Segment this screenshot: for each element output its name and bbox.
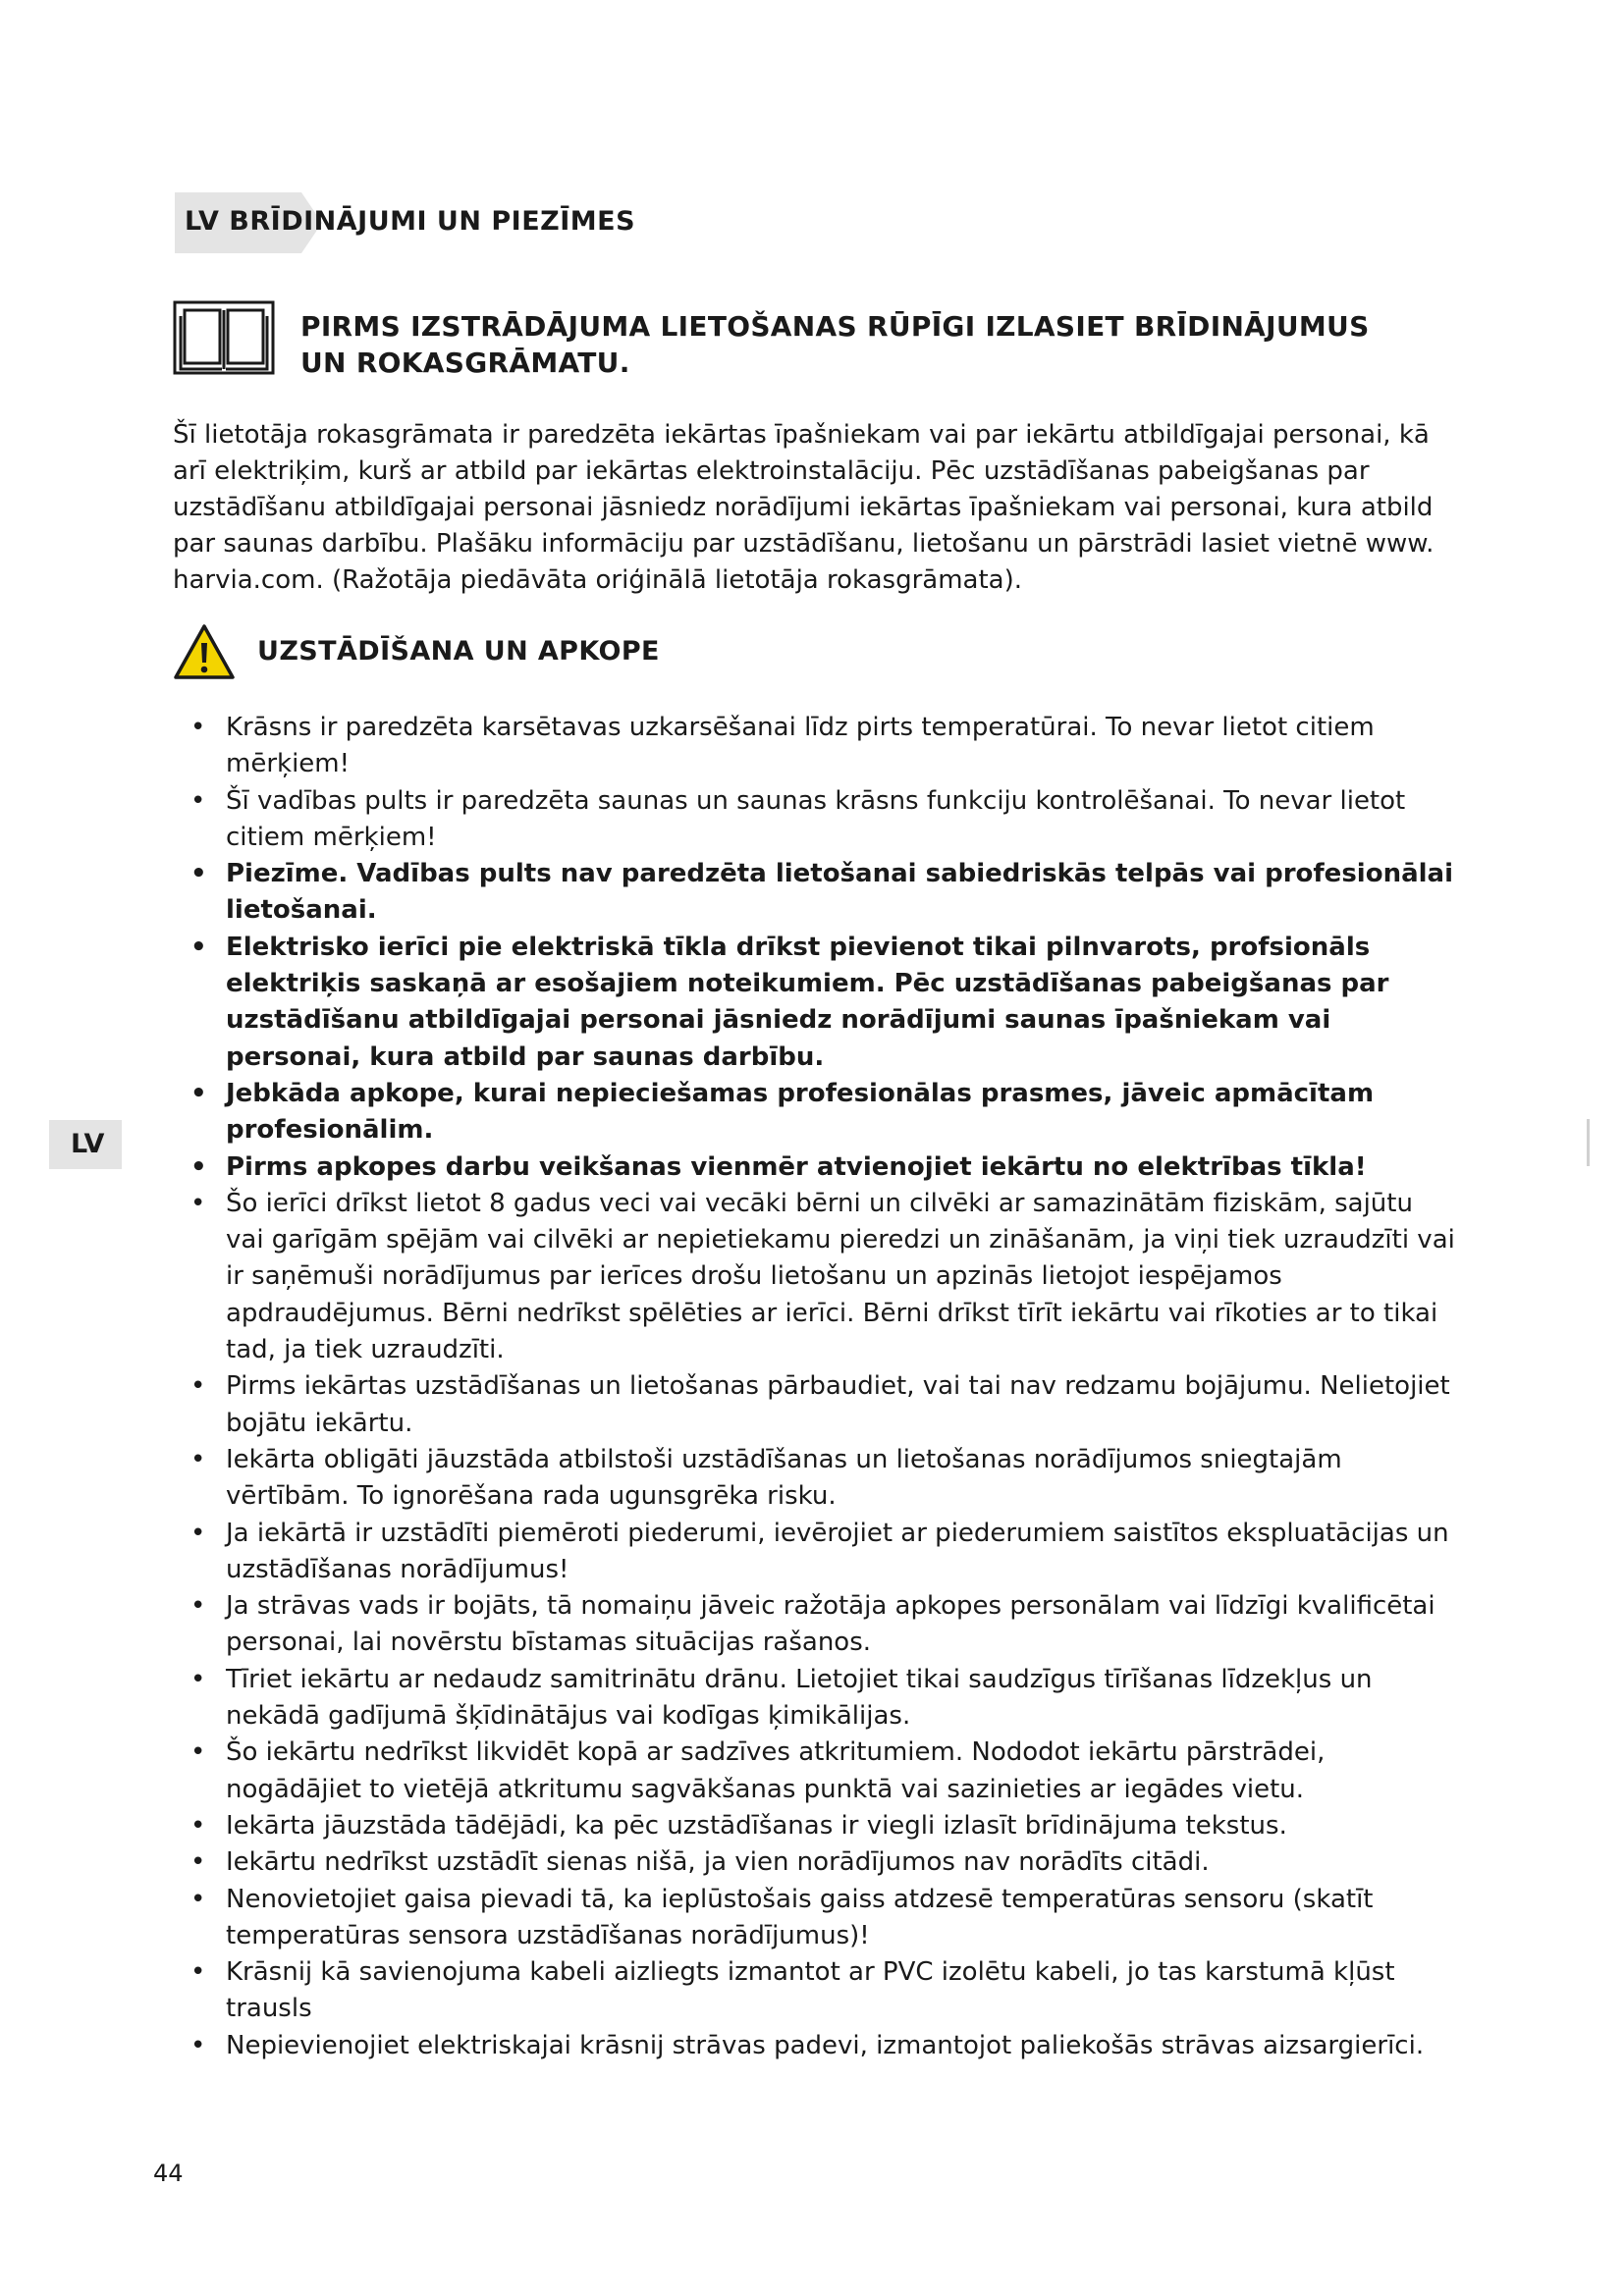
bullet-dot-icon: • [190, 1884, 206, 1914]
bullet-text: Iekārtu nedrīkst uzstādīt sienas nišā, ja vien norādījumos nav norādīts citādi. [226, 1847, 1210, 1878]
bullet-text: Ja strāvas vads ir bojāts, tā nomaiņu jāveic ražotāja apkopes personālam vai līdzīgi kvalificētai personai, lai novērstu bīstamas situācijas rašanos. [226, 1591, 1435, 1658]
bullet-dot-icon: • [190, 1810, 206, 1841]
bullet-text: Krāsns ir paredzēta karsētavas uzkarsēšanai līdz pirts temperatūrai. To nevar lietot citiem mērķiem! [226, 713, 1375, 779]
bullet-text: Nepievienojiet elektriskajai krāsnij strāvas padevi, izmantojot paliekošās strāvas aizsargierīci. [226, 2030, 1425, 2060]
bullet-item [169, 710, 1455, 783]
bullet-item [169, 783, 1455, 857]
book-icon [173, 300, 275, 375]
bullet-dot-icon: • [190, 1151, 207, 1182]
bullet-item [169, 1808, 1455, 1844]
bullet-item [169, 1149, 1455, 1186]
bullet-dot-icon: • [190, 1371, 206, 1402]
bullet-item [169, 856, 1455, 930]
bullet-dot-icon: • [190, 713, 206, 742]
bullet-text: Iekārta jāuzstāda tādējādi, ka pēc uzstādīšanas ir viegli izlasīt brīdinājuma tekstus. [226, 1810, 1287, 1841]
bullet-dot-icon: • [190, 1847, 206, 1878]
bullet-item [169, 1076, 1455, 1149]
bullet-dot-icon: • [190, 1591, 206, 1622]
bullet-text: Iekārta obligāti jāuzstāda atbilstoši uzstādīšanas un lietošanas norādījumos sniegtajām vērtībām. To ignorēšana rada ugunsgrēka risku. [226, 1444, 1342, 1512]
read-warning-text: PIRMS IZSTRĀDĀJUMA LIETOŠANAS RŪPĪGI IZLASIET BRĪDINĀJUMUS UN ROKASGRĀMATU. [300, 310, 1370, 379]
bullet-text: Elektrisko ierīci pie elektriskā tīkla drīkst pievienot tikai pilnvarots, profsionāls elektriķis saskaņā ar esošajiem noteikumiem. Pēc uzstādīšanas pabeigšanas par uzstādīšanu atbildīgajai personai jāsniedz norādījumi saunas īpašniekam vai personai, kura atbild par saunas darbību. [226, 932, 1389, 1072]
bullet-item [169, 1844, 1455, 1881]
bullet-text: Šī vadības pults ir paredzēta saunas un saunas krāsns funkciju kontrolēšanai. To nevar lietot citiem mērķiem! [226, 785, 1406, 852]
bullet-text: Pirms apkopes darbu veikšanas vienmēr atvienojiet iekārtu no elektrības tīkla! [226, 1151, 1367, 1182]
bullet-item [169, 2028, 1455, 2064]
bullet-dot-icon: • [190, 932, 207, 962]
page-edge-mark [1587, 1119, 1590, 1166]
bullet-dot-icon: • [190, 1737, 206, 1768]
bullet-item [169, 1186, 1455, 1368]
installation-heading: UZSTĀDĪŠANA UN APKOPE [257, 636, 660, 667]
bullet-item [169, 1368, 1455, 1442]
bullet-item [169, 1516, 1455, 1589]
bullet-item [169, 1662, 1455, 1735]
bullet-item [169, 1588, 1455, 1662]
bullet-item [169, 1442, 1455, 1516]
bullet-dot-icon: • [190, 859, 207, 889]
bullet-text: Tīriet iekārtu ar nedaudz samitrinātu drānu. Lietojiet tikai saudzīgus tīrīšanas līdzekļus un nekādā gadījumā šķīdinātājus vai kodīgas ķimikālijas. [226, 1664, 1373, 1732]
bullet-text: Nenovietojiet gaisa pievadi tā, ka ieplūstošais gaiss atdzesē temperatūras sensoru (skatīt temperatūras sensora uzstādīšanas norādījumus)! [226, 1884, 1374, 1950]
bullet-dot-icon: • [190, 1444, 206, 1474]
installation-bullet-list [169, 710, 1455, 2064]
bullet-text: Jebkāda apkope, kurai nepieciešamas profesionālas prasmes, jāveic apmācītam profesionālim. [226, 1078, 1375, 1146]
bullet-item [169, 930, 1455, 1076]
bullet-text: Piezīme. Vadības pults nav paredzēta lietošanai sabiedriskās telpās vai profesionālai lietošanai. [226, 859, 1453, 926]
bullet-dot-icon: • [190, 2030, 206, 2060]
bullet-text: Ja iekārtā ir uzstādīti piemēroti piederumi, ievērojiet ar piederumiem saistītos ekspluatācijas un uzstādīšanas norādījumus! [226, 1518, 1449, 1584]
bullet-text: Šo ierīci drīkst lietot 8 gadus veci vai vecāki bērni un cilvēki ar samazinātām fiziskām, sajūtu vai garīgām spējām vai cilvēki ar nepietiekamu pieredzi un zināšanām, ja viņi tiek uzraudzīti vai ir saņēmuši norādījumus par ierīces drošu lietošanu un apzinās lietojot iespējamos apdraudējumus. Bērni nedrīkst spēlēties ar ierīci. Bērni drīkst tīrīt iekārtu vai rīkoties ar to tikai tad, ja tiek uzraudzīti. [226, 1188, 1455, 1365]
bullet-text: Pirms iekārtas uzstādīšanas un lietošanas pārbaudiet, vai tai nav redzamu bojājumu. Nelietojiet bojātu iekārtu. [226, 1371, 1450, 1438]
bullet-dot-icon: • [190, 1957, 206, 1988]
section-title: LV BRĪDINĀJUMI UN PIEZĪMES [185, 206, 636, 237]
bullet-dot-icon: • [190, 785, 206, 816]
bullet-dot-icon: • [190, 1664, 206, 1694]
bullet-item [169, 1735, 1455, 1808]
intro-paragraph: Šī lietotāja rokasgrāmata ir paredzēta iekārtas īpašniekam vai par iekārtu atbildīgajai personai, kā arī elektriķim, kurš ar atbild par iekārtas elektroinstalāciju. Pēc uzstādīšanas pabeigšanas par uzstādīšanu atbildīgajai personai jāsniedz norādījumi iekārtas īpašniekam vai personai, kura atbild par saunas darbību. Plašāku informāciju par uzstādīšanu, lietošanu un pārstrādi lasiet vietnē www. harvia.com. (Ražotāja piedāvāta oriģinālā lietotāja rokasgrāmata). [173, 420, 1435, 595]
bullet-item [169, 1954, 1455, 2028]
page-number: 44 [153, 2160, 184, 2187]
bullet-text: Šo iekārtu nedrīkst likvidēt kopā ar sadzīves atkritumiem. Nododot iekārtu pārstrādei, nogādājiet to vietējā atkritumu sagvākšanas punktā vai sazinieties ar iegādes vietu. [226, 1737, 1326, 1804]
bullet-dot-icon: • [190, 1518, 206, 1548]
warning-icon [173, 622, 236, 681]
bullet-text: Krāsnij kā savienojuma kabeli aizliegts izmantot ar PVC izolētu kabeli, jo tas karstumā kļūst trausls [226, 1957, 1395, 2024]
bullet-dot-icon: • [190, 1188, 206, 1218]
bullet-item [169, 1882, 1455, 1955]
bullet-dot-icon: • [190, 1078, 207, 1108]
language-side-tab-label: LV [71, 1129, 105, 1159]
